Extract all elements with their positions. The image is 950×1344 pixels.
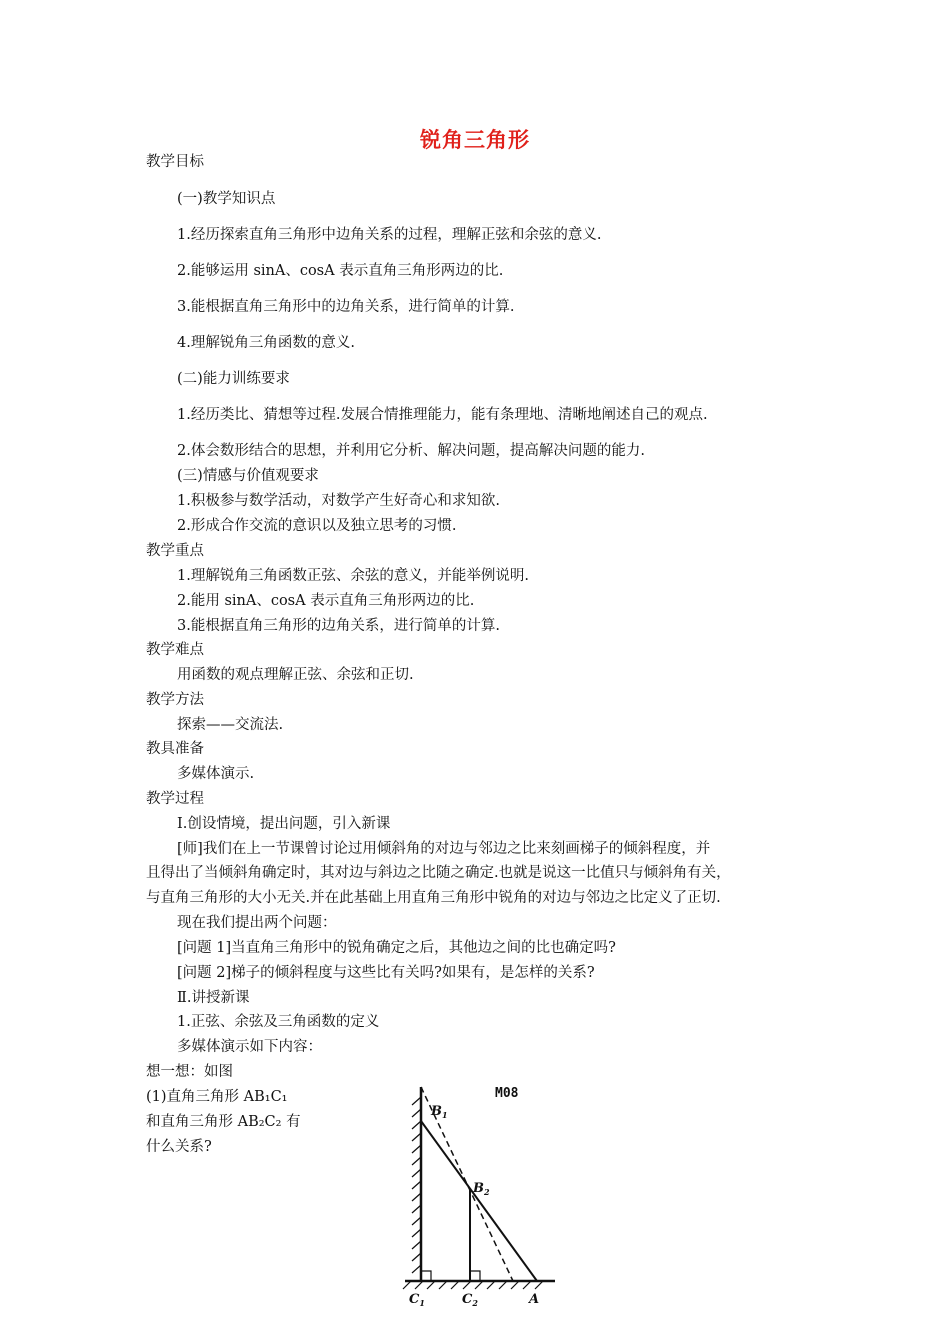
label-b2: $B_2$	[473, 1181, 490, 1197]
paragraph: 探索——交流法.	[177, 717, 284, 733]
list-item: 2.形成合作交流的意识以及独立思考的习惯.	[177, 518, 457, 534]
paragraph: 多媒体演示如下内容：	[177, 1039, 322, 1055]
subsection-values: (三)情感与价值观要求	[177, 468, 319, 484]
label-c1: $C_1$	[409, 1292, 425, 1308]
list-item: 2.能用 sinA、cosA 表示直角三角形两边的比.	[177, 593, 475, 609]
section-heading-process: 教学过程	[146, 791, 204, 807]
list-item: 1.正弦、余弦及三角函数的定义	[177, 1014, 380, 1030]
list-item: 1.经历类比、猜想等过程.发展合情推理能力，能有条理地、清晰地阐述自己的观点.	[177, 407, 708, 423]
section-heading-method: 教学方法	[146, 692, 204, 708]
section-heading-key-points: 教学重点	[146, 543, 204, 559]
label-b1: $B_1$	[431, 1104, 448, 1120]
list-item: 2.能够运用 sinA、cosA 表示直角三角形两边的比.	[177, 263, 504, 279]
label-a: A	[529, 1292, 540, 1307]
question-2: [问题 2]梯子的倾斜程度与这些比有关吗?如果有，是怎样的关系?	[177, 965, 595, 981]
paragraph: [师]我们在上一节课曾讨论过用倾斜角的对边与邻边之比来刻画梯子的倾斜程度，并	[177, 841, 711, 857]
paragraph: 和直角三角形 AB₂C₂ 有	[146, 1114, 301, 1130]
subsection-intro: Ⅰ.创设情境，提出问题，引入新课	[177, 816, 391, 832]
paragraph: 想一想：如图	[146, 1064, 233, 1080]
list-item: 1.积极参与数学活动，对数学产生好奇心和求知欲.	[177, 493, 500, 509]
list-item: 3.能根据直角三角形的边角关系，进行简单的计算.	[177, 618, 500, 634]
page-title: 锐角三角形	[420, 128, 530, 152]
label-c2: $C_2$	[462, 1292, 478, 1308]
list-item: 4.理解锐角三角函数的意义.	[177, 335, 355, 351]
paragraph: 用函数的观点理解正弦、余弦和正切.	[177, 667, 414, 683]
section-heading-objectives: 教学目标	[146, 154, 204, 170]
paragraph: 什么关系?	[146, 1139, 212, 1155]
section-heading-materials: 教具准备	[146, 741, 204, 757]
figure-code: M08	[495, 1086, 519, 1101]
list-item: 3.能根据直角三角形中的边角关系，进行简单的计算.	[177, 299, 515, 315]
paragraph: 多媒体演示.	[177, 766, 255, 782]
subsection-ability: (二)能力训练要求	[177, 371, 290, 387]
question-1: [问题 1]当直角三角形中的锐角确定之后，其他边之间的比也确定吗?	[177, 940, 616, 956]
list-item: 1.经历探索直角三角形中边角关系的过程，理解正弦和余弦的意义.	[177, 227, 602, 243]
list-item: 2.体会数形结合的思想，并利用它分析、解决问题，提高解决问题的能力.	[177, 443, 645, 459]
paragraph: 与直角三角形的大小无关.并在此基础上用直角三角形中锐角的对边与邻边之比定义了正切.	[146, 890, 721, 906]
paragraph: 现在我们提出两个问题：	[177, 915, 337, 931]
triangle-diagram	[395, 1075, 565, 1315]
subsection-knowledge: (一)教学知识点	[177, 191, 276, 207]
paragraph: 且得出了当倾斜角确定时，其对边与斜边之比随之确定.也就是说这一比值只与倾斜角有关，	[146, 865, 731, 881]
subsection-new-lesson: Ⅱ.讲授新课	[177, 990, 250, 1006]
paragraph: (1)直角三角形 AB₁C₁	[146, 1089, 288, 1105]
section-heading-difficulties: 教学难点	[146, 642, 204, 658]
list-item: 1.理解锐角三角函数正弦、余弦的意义，并能举例说明.	[177, 568, 529, 584]
